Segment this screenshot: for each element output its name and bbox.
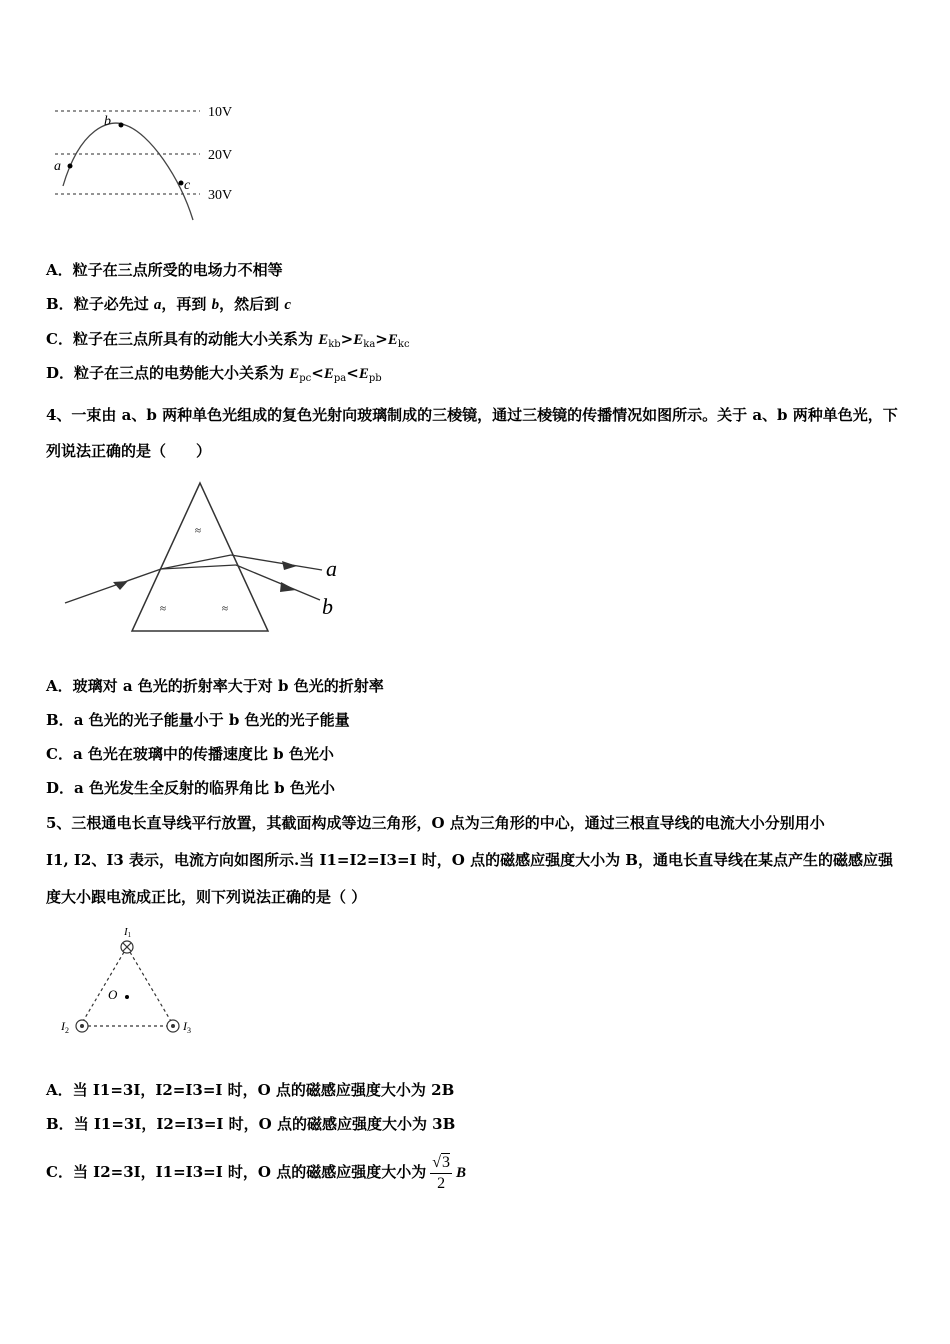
relation: > — [375, 330, 388, 348]
glass-hatch: ≈ — [195, 525, 202, 537]
sqrt-radicand: 3 — [442, 1153, 451, 1171]
q5-option-b[interactable] — [46, 1114, 455, 1134]
q3-option-d[interactable] — [46, 363, 382, 389]
option-prefix: C． — [46, 330, 73, 348]
option-text: ，再到 — [161, 295, 212, 313]
var-e: E — [387, 332, 398, 348]
q4-option-d[interactable] — [46, 778, 335, 798]
option-text: 当 I2=3I，I1=I3=I 时，O 点的磁感应强度大小为 — [72, 1163, 427, 1181]
subscript: kb — [328, 339, 341, 350]
subscript: pa — [333, 373, 347, 384]
var-c: c — [284, 297, 292, 313]
relation: > — [340, 330, 354, 348]
option-text: 粒子在三点所受的电场力不相等 — [72, 261, 283, 279]
option-text: 粒子在三点所具有的动能大小关系为 — [72, 330, 319, 348]
point-b — [119, 123, 124, 128]
label-o: O — [108, 987, 118, 1002]
subscript: pc — [299, 373, 312, 384]
q4-stem: 4、一束由 a、b 两种单色光组成的复色光射向玻璃制成的三棱镜，通过三棱镜的传播情况如图所示。关于 a、b 两种单色光，下列说法正确的是（ ） — [46, 406, 898, 460]
wires-figure — [55, 922, 215, 1047]
exit-arrow-a — [282, 561, 297, 570]
option-text: a 色光在玻璃中的传播速度比 b 色光小 — [72, 745, 334, 763]
option-prefix: B． — [46, 711, 74, 729]
triangle-side — [127, 947, 172, 1023]
point-c — [179, 181, 184, 186]
label-i3: $I_3$ — [183, 1019, 191, 1035]
option-text: 当 I1=3I，I2=I3=I 时，O 点的磁感应强度大小为 2B — [72, 1081, 455, 1099]
prism-figure — [60, 478, 350, 638]
q4-option-b[interactable] — [46, 710, 350, 730]
label-c: c — [184, 178, 191, 193]
option-prefix: C． — [46, 745, 73, 763]
q5-stem-line1: 5、三根通电长直导线平行放置，其截面构成等边三角形，O 点为三角形的中心，通过三根直导线的电流大小分别用小 — [46, 814, 825, 832]
q5-option-a[interactable] — [46, 1080, 454, 1100]
glass-hatch: ≈ — [160, 603, 167, 615]
label-10v: 10V — [208, 105, 233, 120]
option-text: a 色光的光子能量小于 b 色光的光子能量 — [73, 711, 350, 729]
option-text: ，然后到 — [219, 295, 285, 313]
option-text: 粒子在三点的电势能大小关系为 — [74, 364, 290, 382]
option-prefix: A． — [46, 1081, 73, 1099]
var-e: E — [323, 366, 334, 382]
q3-option-b[interactable] — [46, 294, 291, 315]
glass-hatch: ≈ — [222, 603, 229, 615]
relation: < — [346, 364, 359, 382]
exit-ray-a — [231, 555, 322, 570]
trajectory-curve — [63, 123, 193, 220]
q4-option-c[interactable] — [46, 744, 334, 764]
center-point-o — [125, 995, 129, 999]
subscript: ka — [363, 339, 376, 350]
label-30v: 30V — [208, 188, 233, 203]
label-i2: $I_2$ — [61, 1019, 69, 1035]
q3-option-c[interactable] — [46, 329, 410, 355]
label-a: a — [326, 556, 337, 581]
var-e: E — [353, 332, 364, 348]
option-prefix: C． — [46, 1163, 73, 1181]
option-prefix: B． — [46, 1115, 74, 1133]
option-text: 当 I1=3I，I2=I3=I 时，O 点的磁感应强度大小为 3B — [73, 1115, 456, 1133]
q4-option-a[interactable] — [46, 676, 384, 696]
q5-stem-line2: I1, I2、I3 表示，电流方向如图所示.当 I1=I2=I3=I 时，O 点的磁感应强度大小为 B，通电长直导线在某点产生的磁感应强 — [46, 851, 893, 869]
label-b: b — [104, 114, 111, 129]
wire-i3-out-of-page-icon — [167, 1020, 179, 1032]
fraction-denominator: 2 — [437, 1174, 446, 1192]
var-e: E — [318, 332, 329, 348]
wire-i1-into-page-icon — [121, 941, 133, 953]
exit-ray-b — [236, 565, 320, 600]
option-prefix: D． — [46, 779, 75, 797]
wire-i2-out-of-page-icon — [76, 1020, 88, 1032]
label-20v: 20V — [208, 148, 233, 163]
label-b: b — [322, 594, 333, 619]
option-text: 粒子必先过 — [73, 295, 154, 313]
point-a — [68, 164, 73, 169]
subscript: pb — [368, 373, 382, 384]
fraction-sqrt3-over-2: $\frac{√3}{2}$ — [432, 1153, 451, 1192]
option-prefix: D． — [46, 364, 75, 382]
option-prefix: A． — [46, 677, 73, 695]
prism-triangle — [132, 483, 268, 631]
q5-option-c[interactable] — [46, 1152, 466, 1194]
subscript: kc — [397, 339, 410, 350]
option-text: 玻璃对 a 色光的折射率大于对 b 色光的折射率 — [72, 677, 384, 695]
var-b: B — [456, 1165, 467, 1181]
var-a: a — [153, 297, 162, 313]
relation: < — [311, 364, 324, 382]
q3-option-a[interactable] — [46, 260, 283, 280]
option-prefix: B． — [46, 295, 74, 313]
label-i1: I1 — [124, 926, 132, 939]
equipotential-figure — [50, 98, 250, 230]
var-e: E — [289, 366, 300, 382]
triangle-side — [82, 947, 127, 1023]
option-prefix: A． — [46, 261, 73, 279]
q5-stem-line3: 度大小跟电流成正比，则下列说法正确的是（ ） — [46, 888, 367, 906]
exit-arrow-b — [280, 582, 296, 592]
var-e: E — [358, 366, 369, 382]
option-text: a 色光发生全反射的临界角比 b 色光小 — [74, 779, 335, 797]
var-b: b — [211, 297, 220, 313]
label-a: a — [54, 159, 61, 174]
